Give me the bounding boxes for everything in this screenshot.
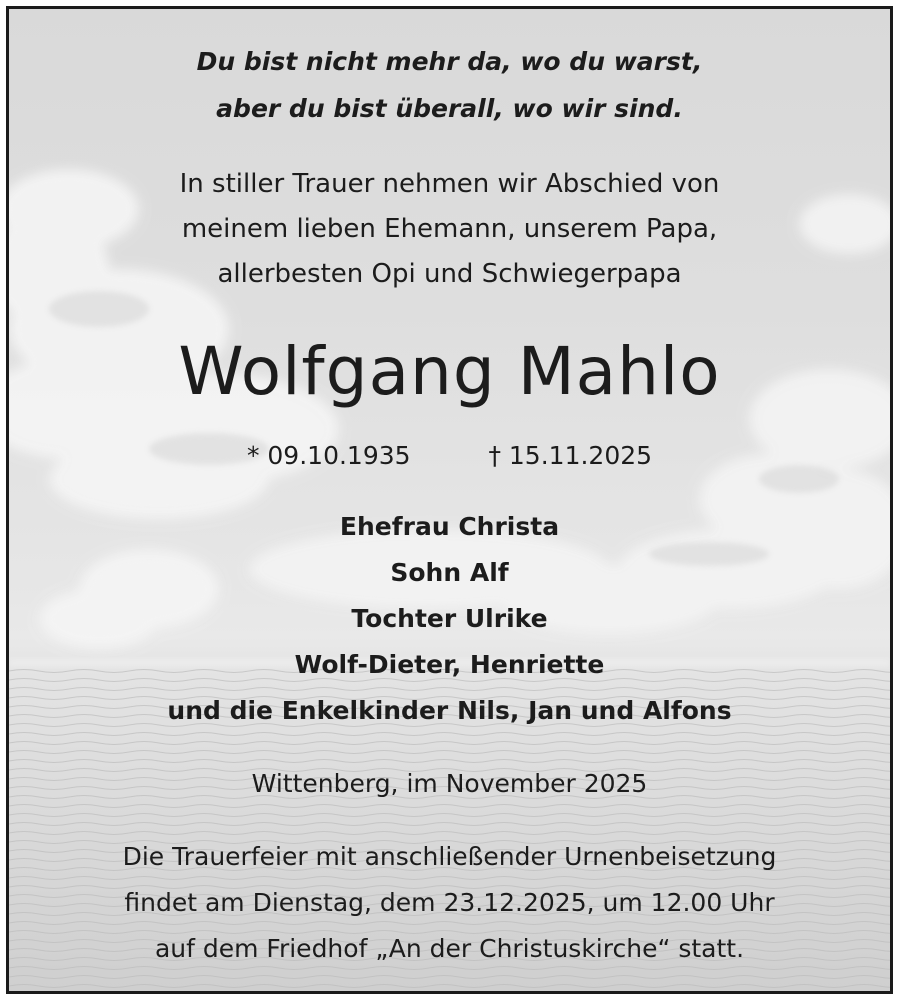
family-line-2: Sohn Alf — [390, 558, 509, 587]
life-dates — [9, 441, 890, 470]
intro-line-1: In stiller Trauer nehmen wir Abschied von — [179, 169, 720, 199]
death-date: † 15.11.2025 — [488, 441, 653, 470]
family-line-1: Ehefrau Christa — [339, 512, 560, 541]
funeral-line-1: Die Trauerfeier mit anschließender Urnenbeisetzung — [122, 842, 777, 871]
obituary-card — [6, 6, 893, 994]
family-line-3: Tochter Ulrike — [351, 604, 548, 633]
intro-line-3: allerbesten Opi und Schwiegerpapa — [217, 259, 682, 289]
deceased-name: Wolfgang Mahlo — [178, 333, 721, 410]
birth-date: * 09.10.1935 — [246, 441, 411, 470]
family-line-4: Wolf-Dieter, Henriette — [294, 650, 605, 679]
quote-line-2: aber du bist überall, wo wir sind. — [216, 94, 683, 123]
intro-line-2: meinem lieben Ehemann, unserem Papa, — [181, 214, 718, 244]
place-and-date: Wittenberg, im November 2025 — [251, 769, 648, 798]
quote-line-1: Du bist nicht mehr da, wo du warst, — [196, 47, 703, 76]
funeral-line-2: findet am Dienstag, dem 23.12.2025, um 12.00 Uhr — [124, 888, 775, 917]
family-line-5: und die Enkelkinder Nils, Jan und Alfons — [167, 696, 732, 725]
funeral-line-3: auf dem Friedhof „An der Christuskirche“ statt. — [154, 934, 745, 963]
